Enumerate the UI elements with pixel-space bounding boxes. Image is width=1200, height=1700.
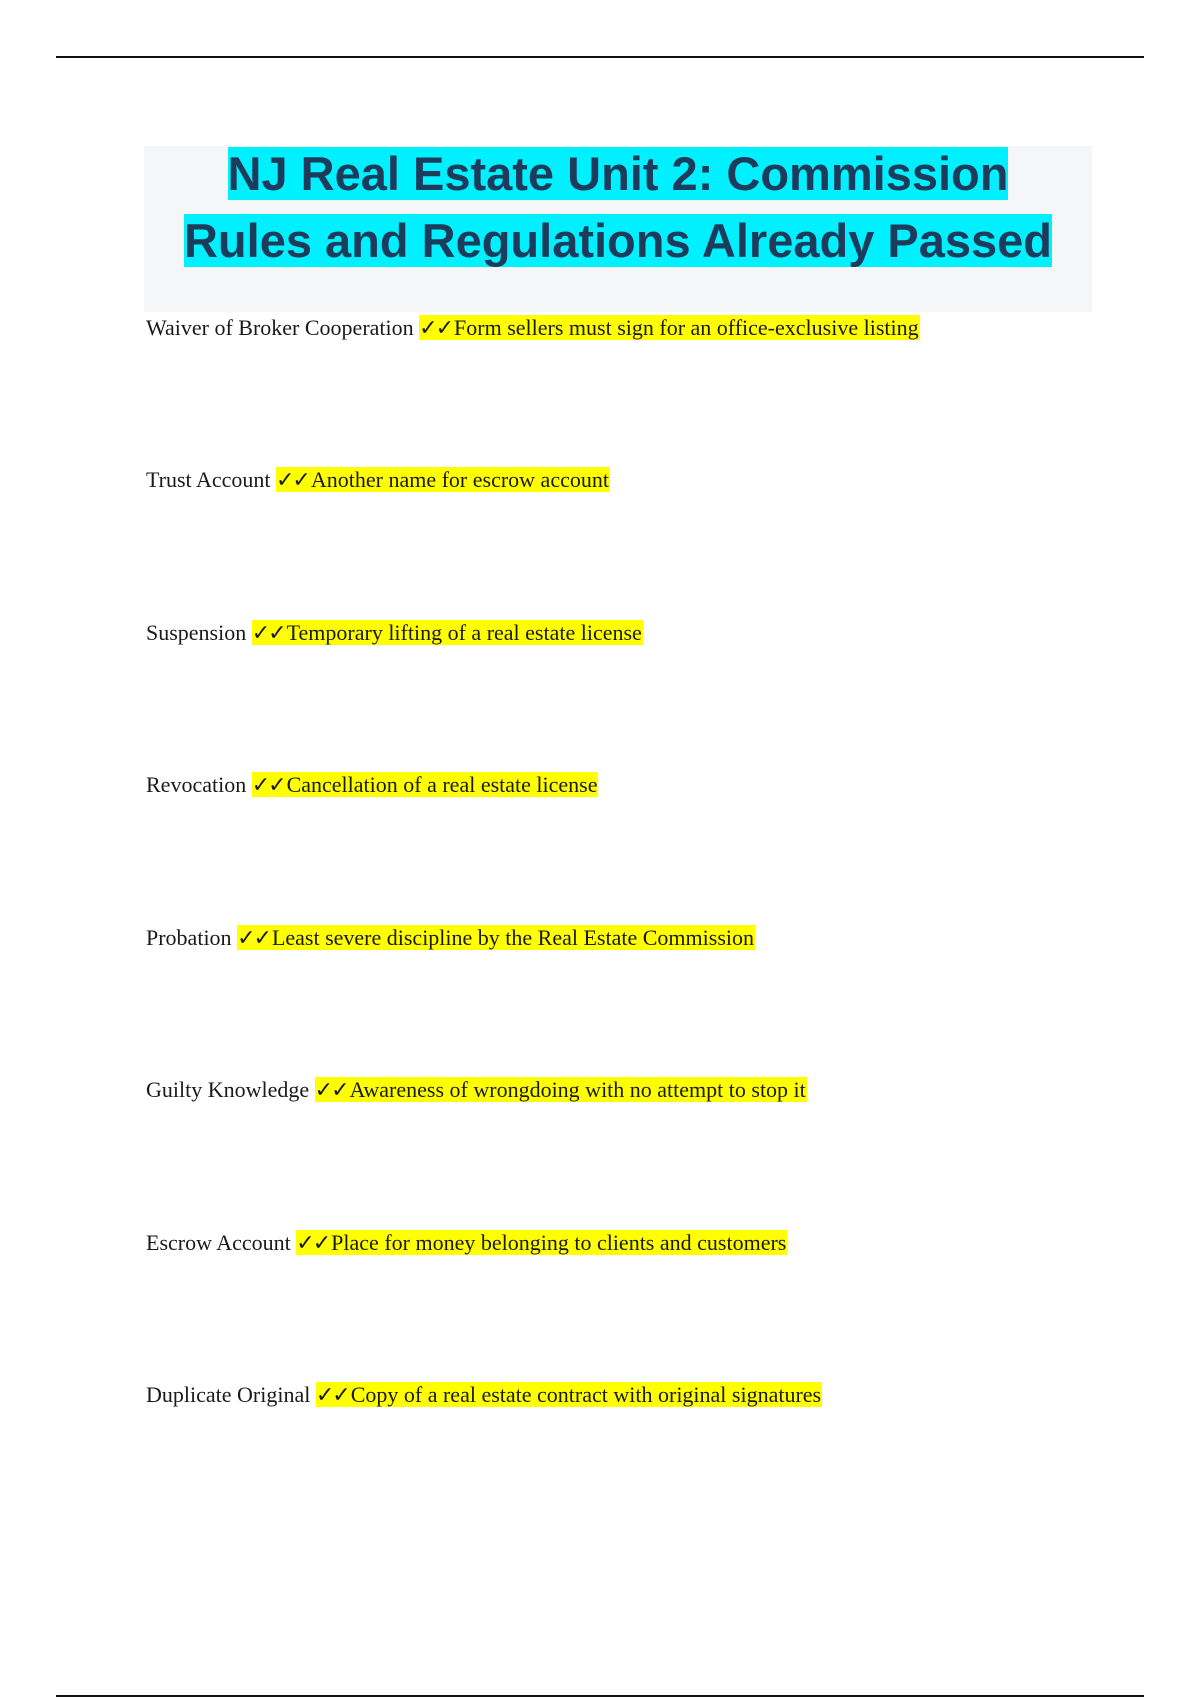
entry-term: Guilty Knowledge bbox=[146, 1077, 310, 1102]
entry-term: Escrow Account bbox=[146, 1230, 291, 1255]
top-rule bbox=[56, 56, 1144, 58]
entry-term: Trust Account bbox=[146, 467, 271, 492]
entry-definition-highlight bbox=[237, 925, 755, 950]
flashcard-entry bbox=[146, 618, 643, 649]
flashcard-entry bbox=[146, 465, 610, 496]
entry-definition: Least severe discipline by the Real Estate Commission bbox=[271, 925, 754, 950]
double-check-icon: ✓✓ bbox=[251, 621, 285, 646]
entry-definition: Awareness of wrongdoing with no attempt to stop it bbox=[349, 1077, 806, 1102]
flashcard-entry bbox=[146, 1380, 822, 1411]
double-check-icon: ✓✓ bbox=[275, 468, 309, 493]
entry-definition: Temporary lifting of a real estate license bbox=[286, 620, 642, 645]
entry-definition-highlight bbox=[252, 620, 643, 645]
title-box bbox=[144, 146, 1092, 312]
document-title: NJ Real Estate Unit 2: Commission Rules and Regulations Already Passed bbox=[183, 147, 1053, 267]
double-check-icon: ✓✓ bbox=[251, 773, 285, 798]
flashcard-entry bbox=[146, 313, 920, 344]
entry-definition-highlight bbox=[316, 1382, 822, 1407]
entry-term: Revocation bbox=[146, 772, 247, 797]
flashcard-entry bbox=[146, 1075, 807, 1106]
double-check-icon: ✓✓ bbox=[296, 1231, 330, 1256]
double-check-icon: ✓✓ bbox=[314, 1078, 348, 1103]
entry-definition: Place for money belonging to clients and customers bbox=[331, 1230, 787, 1255]
entry-term: Probation bbox=[146, 925, 232, 950]
entry-definition: Another name for escrow account bbox=[310, 467, 609, 492]
entry-definition-highlight bbox=[315, 1077, 807, 1102]
flashcard-entry bbox=[146, 923, 755, 954]
bottom-rule bbox=[56, 1695, 1144, 1697]
entry-definition: Cancellation of a real estate license bbox=[286, 772, 598, 797]
entry-term: Waiver of Broker Cooperation bbox=[146, 315, 414, 340]
double-check-icon: ✓✓ bbox=[419, 316, 453, 341]
entry-term: Suspension bbox=[146, 620, 247, 645]
double-check-icon: ✓✓ bbox=[315, 1383, 349, 1408]
flashcard-entry bbox=[146, 1228, 787, 1259]
entry-definition: Form sellers must sign for an office-exclusive listing bbox=[454, 315, 919, 340]
entry-definition-highlight bbox=[276, 467, 610, 492]
entry-definition: Copy of a real estate contract with original signatures bbox=[350, 1382, 822, 1407]
entry-term: Duplicate Original bbox=[146, 1382, 311, 1407]
double-check-icon: ✓✓ bbox=[237, 926, 270, 951]
entry-definition-highlight bbox=[419, 315, 919, 340]
entry-definition-highlight bbox=[296, 1230, 787, 1255]
flashcard-entry bbox=[146, 770, 598, 801]
entry-definition-highlight bbox=[252, 772, 599, 797]
